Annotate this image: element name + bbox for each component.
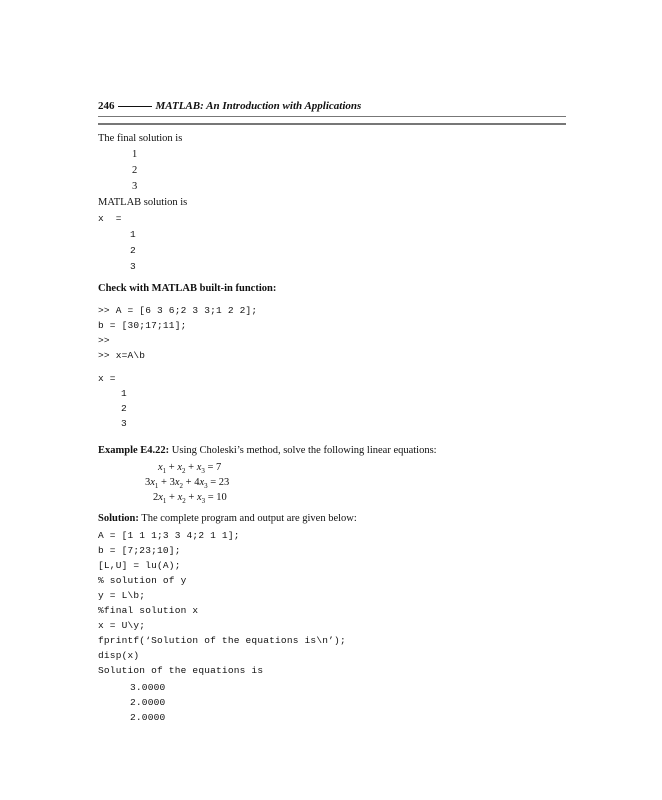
builtin-heading: Check with MATLAB built-in function: <box>98 283 277 294</box>
code-line: b = [30;17;11]; <box>98 320 187 331</box>
running-header <box>98 100 566 112</box>
final-value: 2 <box>132 165 138 176</box>
book-title: MATLAB: An Introduction with Applications <box>155 100 362 112</box>
final-value: 3 <box>132 181 138 192</box>
code-line: fprintf(‘Solution of the equations is\n’); <box>98 635 346 646</box>
page-number: 246 <box>98 100 115 112</box>
code-line: >> x=A\b <box>98 350 146 361</box>
equation-3: $2x_1 + x_2 + x_3 = 10$ <box>153 492 227 506</box>
code-line: >> <box>98 335 110 346</box>
example-text: Using Choleski’s method, solve the following linear equations: <box>171 445 437 456</box>
x-output-label: x = <box>98 373 116 384</box>
solution-statement <box>98 513 357 524</box>
header-dash <box>118 106 152 107</box>
equation-1: $x_1 + x_2 + x_3 = 7$ <box>158 462 222 476</box>
code-line: b = [7;23;10]; <box>98 545 181 556</box>
header-rule <box>98 116 566 125</box>
final-solution-label: The final solution is <box>98 133 183 144</box>
builtin-value: 3 <box>121 418 127 429</box>
code-line: disp(x) <box>98 650 140 661</box>
code-line: >> A = [6 3 6;2 3 3;1 2 2]; <box>98 305 258 316</box>
code-line: % solution of y <box>98 575 187 586</box>
matlab-value: 2 <box>130 245 136 256</box>
example-statement <box>98 445 437 456</box>
output-value: 2.0000 <box>130 712 166 723</box>
code-line: [L,U] = lu(A); <box>98 560 181 571</box>
final-value: 1 <box>132 149 138 160</box>
solution-text: The complete program and output are given below: <box>141 513 357 524</box>
x-output-label: x = <box>98 213 122 224</box>
equation-2: $3x_1 + 3x_2 + 4x_3 = 23$ <box>145 477 230 491</box>
code-line: x = U\y; <box>98 620 146 631</box>
matlab-value: 1 <box>130 229 136 240</box>
builtin-value: 1 <box>121 388 127 399</box>
output-value: 2.0000 <box>130 697 166 708</box>
code-line: y = L\b; <box>98 590 146 601</box>
matlab-solution-label: MATLAB solution is <box>98 197 188 208</box>
builtin-value: 2 <box>121 403 127 414</box>
code-line: Solution of the equations is <box>98 665 264 676</box>
example-label: Example E4.22: <box>98 445 170 456</box>
matlab-value: 3 <box>130 261 136 272</box>
solution-label: Solution: <box>98 513 139 524</box>
code-line: A = [1 1 1;3 3 4;2 1 1]; <box>98 530 240 541</box>
code-line: %final solution x <box>98 605 199 616</box>
output-value: 3.0000 <box>130 682 166 693</box>
